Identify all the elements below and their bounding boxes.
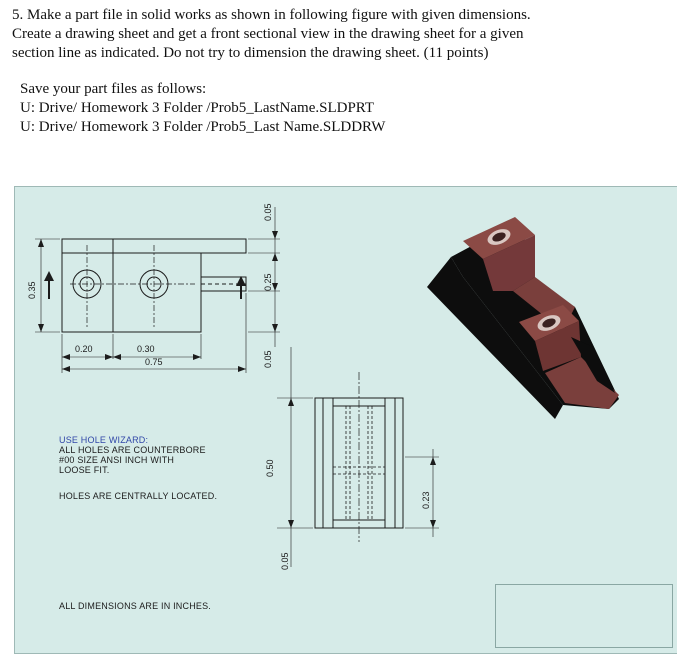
title-block: [495, 584, 673, 648]
dim-label-bottom-b: 0.30: [137, 344, 155, 354]
save-instructions: [20, 80, 385, 137]
dim-label-left-height: 0.35: [27, 281, 37, 299]
drawing-sheet: [14, 186, 677, 654]
note-hole-wizard: USE HOLE WIZARD:: [59, 435, 149, 445]
dim-label-base-thk: 0.05: [280, 552, 290, 570]
front-view: [315, 372, 403, 542]
isometric-part: [427, 217, 619, 419]
dim-label-overall: 0.75: [145, 357, 163, 367]
dim-label-right-height: 0.23: [421, 491, 431, 509]
dim-label-top-thk: 0.05: [263, 203, 273, 221]
top-view: [62, 239, 246, 332]
dim-label-upper-thk: 0.05: [263, 350, 273, 368]
note-counterbore: ALL HOLES ARE COUNTERBORE: [59, 445, 206, 455]
problem-statement: [12, 6, 672, 63]
save-path-part: U: Drive/ Homework 3 Folder /Prob5_LastName.SLDPRT: [20, 100, 375, 116]
dim-label-side-height: 0.50: [265, 459, 275, 477]
save-path-drawing: U: Drive/ Homework 3 Folder /Prob5_Last Name.SLDDRW: [20, 119, 386, 135]
problem-line-3: section line as indicated. Do not try to dimension the drawing sheet. (11 points): [12, 45, 489, 61]
note-size: #00 SIZE ANSI INCH WITH: [59, 455, 175, 465]
problem-line-2: Create a drawing sheet and get a front sectional view in the drawing sheet for a given: [12, 26, 524, 42]
note-units: ALL DIMENSIONS ARE IN INCHES.: [59, 601, 212, 611]
problem-line-1: 5. Make a part file in solid works as shown in following figure with given dimensions.: [12, 7, 531, 23]
dim-front: [277, 347, 439, 567]
dim-label-bottom-a: 0.20: [75, 344, 93, 354]
dim-left-height: [35, 239, 60, 332]
note-located: HOLES ARE CENTRALLY LOCATED.: [59, 491, 218, 501]
dim-label-slot: 0.25: [263, 273, 273, 291]
save-heading: Save your part files as follows:: [20, 81, 207, 97]
note-fit: LOOSE FIT.: [59, 465, 110, 475]
